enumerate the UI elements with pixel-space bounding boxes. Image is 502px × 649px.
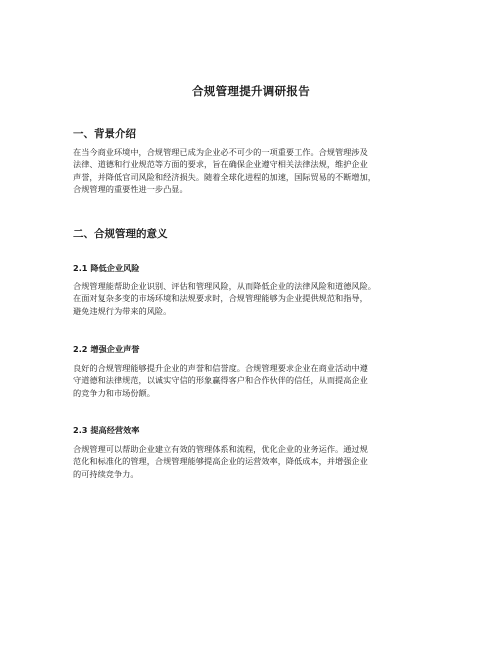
subsection-heading-reputation: 2.2 增强企业声誉: [73, 344, 140, 354]
paragraph-line: 避免违规行为带来的风险。: [73, 305, 172, 316]
paragraph-line: 合规管理的重要性进一步凸显。: [73, 184, 188, 195]
paragraph-line: 声誉，并降低官司风险和经济损失。随着全球化进程的加速，国际贸易的不断增加，: [73, 171, 376, 182]
subsection-paragraph-efficiency: [73, 443, 433, 480]
paragraph-line: 在面对复杂多变的市场环境和法规要求时，合规管理能够为企业提供规范和指导，: [73, 293, 368, 304]
subsection-paragraph-reduce-risk: [73, 280, 433, 317]
subsection-heading-reduce-risk: 2.1 降低企业风险: [73, 263, 140, 273]
paragraph-line: 守道德和法律规范，以诚实守信的形象赢得客户和合作伙伴的信任，从而提高企业: [73, 375, 368, 386]
document-title: 合规管理提升调研报告: [192, 84, 310, 98]
paragraph-line: 合规管理可以帮助企业建立有效的管理体系和流程，优化企业的业务运作。通过规: [73, 444, 368, 454]
paragraph-line: 法律、道德和行业规范等方面的要求，旨在确保企业遵守相关法律法规，维护企业: [73, 159, 368, 170]
section-heading-background: 一、背景介绍: [73, 128, 136, 140]
paragraph-line: 的竞争力和市场份额。: [73, 387, 155, 398]
paragraph-line: 范化和标准化的管理，合规管理能够提高企业的运营效率，降低成本，并增强企业: [73, 456, 368, 467]
section-heading-significance: 二、合规管理的意义: [73, 228, 168, 240]
paragraph-line: 合规管理能帮助企业识别、评估和管理风险，从而降低企业的法律风险和道德风险。: [73, 281, 376, 291]
paragraph-line: 良好的合规管理能够提升企业的声誉和信誉度。合规管理要求企业在商业活动中遵: [73, 363, 368, 373]
paragraph-line: 在当今商业环境中，合规管理已成为企业必不可少的一项重要工作。合规管理涉及: [73, 147, 368, 157]
subsection-paragraph-reputation: [73, 362, 433, 399]
subsection-heading-efficiency: 2.3 提高经营效率: [73, 425, 140, 435]
section-paragraph-background: [73, 146, 433, 196]
paragraph-line: 的可持续竞争力。: [73, 468, 139, 479]
